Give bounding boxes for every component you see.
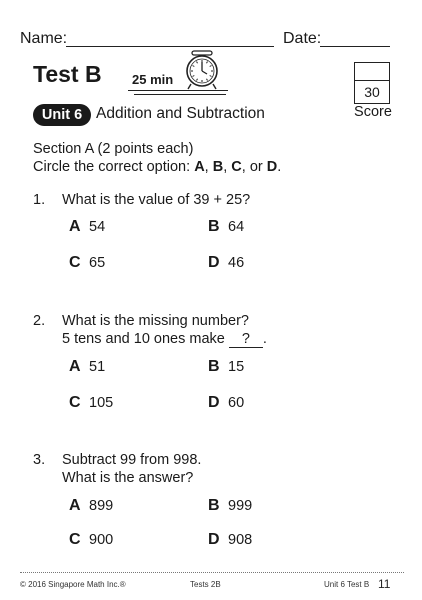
instruction-option-d: D xyxy=(266,159,278,175)
date-field-line[interactable] xyxy=(320,46,390,47)
section-instruction xyxy=(33,158,281,177)
q1-option-a-letter[interactable]: A xyxy=(69,218,81,235)
q1-option-c-value[interactable]: 65 xyxy=(89,255,106,271)
question-3-text-line-2: What is the answer? xyxy=(62,470,194,486)
q1-option-d-value[interactable]: 46 xyxy=(228,255,245,271)
q3-option-b-value[interactable]: 999 xyxy=(228,498,253,514)
q1-option-d-letter[interactable]: D xyxy=(208,254,220,271)
question-1-number: 1. xyxy=(33,192,46,208)
test-title: Test B xyxy=(33,61,102,87)
q3-option-c-letter[interactable]: C xyxy=(69,531,81,548)
question-3-text-line-1: Subtract 99 from 998. xyxy=(62,452,202,468)
footer-copyright: © 2016 Singapore Math Inc.® xyxy=(20,580,126,589)
q3-option-d-letter[interactable]: D xyxy=(208,531,220,548)
question-2-line-2 xyxy=(62,330,267,349)
footer-section: Unit 6 Test B xyxy=(324,580,370,589)
question-1-text: What is the value of 39 + 25? xyxy=(62,192,251,208)
instruction-option-a: A xyxy=(194,159,205,175)
q1-option-a-value[interactable]: 54 xyxy=(89,219,106,235)
instruction-sep: , xyxy=(204,159,213,175)
q3-option-d-value[interactable]: 908 xyxy=(228,532,253,548)
q2-option-a-value[interactable]: 51 xyxy=(89,359,106,375)
name-label: Name: xyxy=(20,30,68,47)
q2-option-b-value[interactable]: 15 xyxy=(228,359,245,375)
title-underline-thin xyxy=(134,94,226,95)
unit-title: Addition and Subtraction xyxy=(96,105,265,122)
unit-badge: Unit 6 xyxy=(33,104,91,126)
question-2-prefix: 5 tens and 10 ones make xyxy=(62,331,225,347)
title-underline xyxy=(128,90,228,91)
q2-option-d-value[interactable]: 60 xyxy=(228,395,245,411)
score-total: 30 xyxy=(364,84,380,100)
instruction-end: . xyxy=(277,159,282,175)
q1-option-b-letter[interactable]: B xyxy=(208,218,220,235)
name-field-line[interactable] xyxy=(66,46,274,47)
instruction-option-b: B xyxy=(212,159,224,175)
page-number: 11 xyxy=(378,577,391,591)
q3-option-a-value[interactable]: 899 xyxy=(89,498,114,514)
footer-rule xyxy=(20,572,404,573)
question-2-suffix: . xyxy=(262,331,267,347)
q2-option-c-letter[interactable]: C xyxy=(69,394,81,411)
q1-option-c-letter[interactable]: C xyxy=(69,254,81,271)
score-label: Score xyxy=(354,104,392,120)
q3-option-b-letter[interactable]: B xyxy=(208,497,220,514)
q3-option-c-value[interactable]: 900 xyxy=(89,532,114,548)
instruction-option-c: C xyxy=(231,159,242,175)
q1-option-b-value[interactable]: 64 xyxy=(228,219,245,235)
alarm-clock-icon xyxy=(180,50,228,92)
missing-number-blank: ? xyxy=(229,332,263,348)
question-3-number: 3. xyxy=(33,452,46,468)
instruction-sep: , or xyxy=(241,159,267,175)
q2-option-d-letter[interactable]: D xyxy=(208,394,220,411)
time-limit: 25 min xyxy=(132,72,174,87)
score-divider xyxy=(354,80,390,81)
q2-option-b-letter[interactable]: B xyxy=(208,358,220,375)
footer-book: Tests 2B xyxy=(190,580,221,589)
q2-option-a-letter[interactable]: A xyxy=(69,358,81,375)
section-title: Section A (2 points each) xyxy=(33,141,194,157)
q3-option-a-letter[interactable]: A xyxy=(69,497,81,514)
question-2-text: What is the missing number? xyxy=(62,313,249,329)
question-2-number: 2. xyxy=(33,313,46,329)
instruction-prefix: Circle the correct option: xyxy=(33,159,195,175)
date-label: Date: xyxy=(283,30,322,47)
q2-option-c-value[interactable]: 105 xyxy=(89,395,114,411)
instruction-sep: , xyxy=(223,159,232,175)
